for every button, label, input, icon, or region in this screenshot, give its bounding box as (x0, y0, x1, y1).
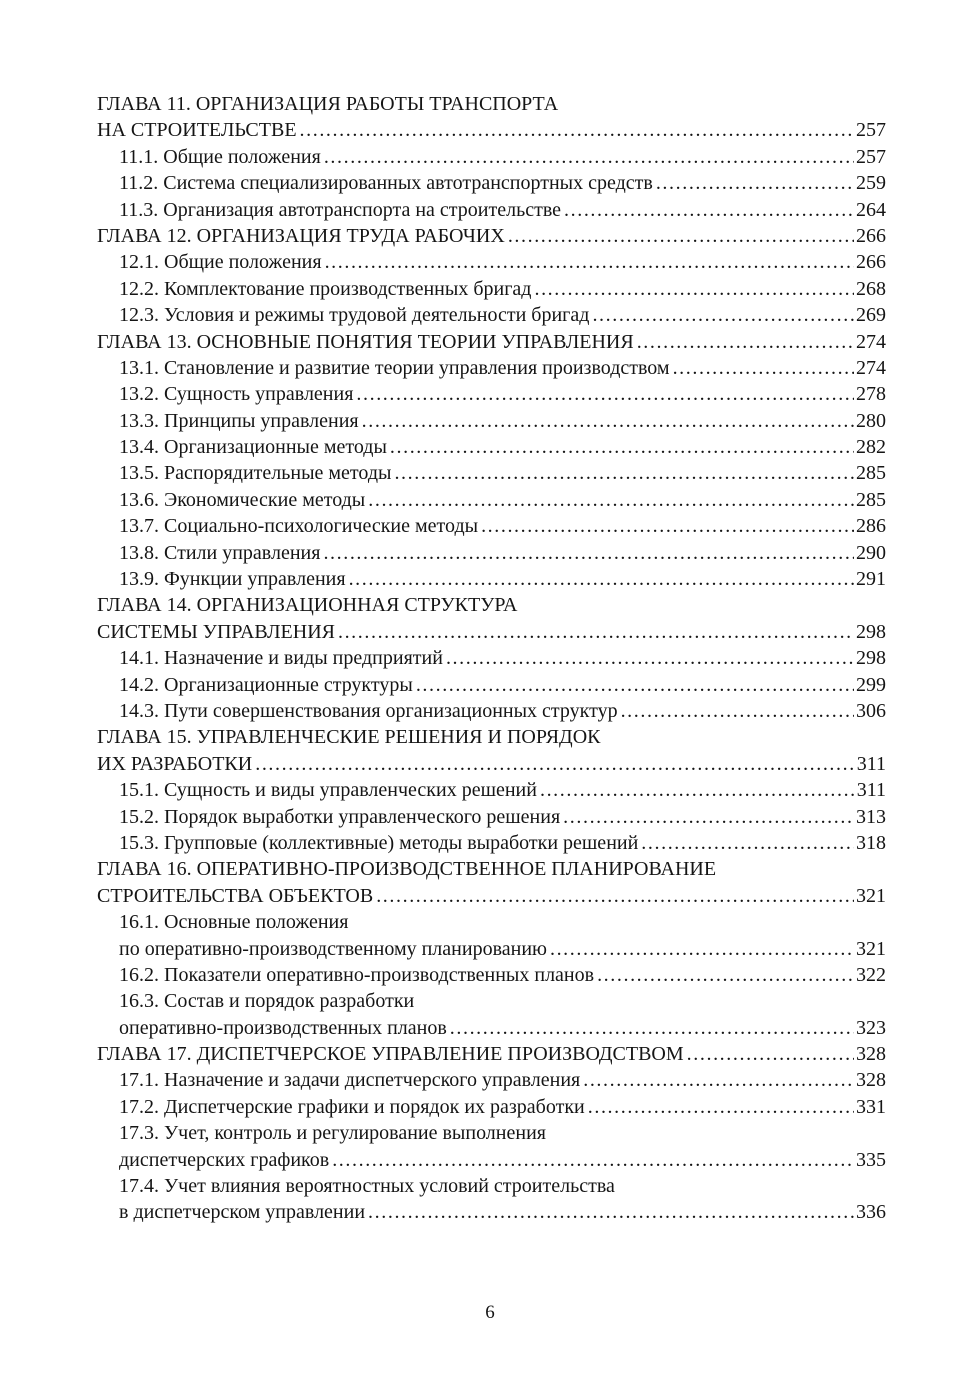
toc-subsection-line (97, 170, 886, 196)
toc-subsection-line (97, 777, 886, 803)
toc-page-ref: 298 (856, 647, 886, 670)
toc-page-ref: 323 (856, 1016, 886, 1039)
toc-entry-text: в диспетчерском управлении (119, 1201, 366, 1224)
toc-chapter-line (97, 1041, 886, 1067)
toc-subsection-line (97, 645, 886, 671)
toc-entry-text: СИСТЕМЫ УПРАВЛЕНИЯ (97, 620, 335, 643)
toc-subsection-line (97, 434, 886, 460)
toc-chapter-line (97, 329, 886, 355)
toc-entry-text: 13.3. Принципы управления (119, 409, 359, 432)
toc-entry-text: 12.3. Условия и режимы трудовой деятельности бригад (119, 304, 590, 327)
toc-page-ref: 328 (856, 1043, 886, 1066)
dot-leader (349, 566, 854, 592)
toc-subsection-line (97, 487, 886, 513)
toc-page-ref: 274 (856, 356, 886, 379)
toc-page-ref: 266 (856, 224, 886, 247)
dot-leader (687, 1041, 854, 1067)
toc-page-ref: 266 (856, 251, 886, 274)
dot-leader (641, 830, 854, 856)
toc-subsection-line (97, 566, 886, 592)
toc-page-ref: 278 (856, 383, 886, 406)
toc-subsection-line (97, 830, 886, 856)
toc-subsection-line (97, 513, 886, 539)
toc-entry-text: 15.3. Групповые (коллективные) методы выработки решений (119, 831, 639, 854)
toc-entry-text: 12.1. Общие положения (119, 251, 322, 274)
dot-leader (534, 276, 854, 302)
dot-leader (390, 434, 854, 460)
dot-leader (621, 698, 854, 724)
toc-chapter-line (97, 91, 886, 117)
toc-subsection-line (97, 962, 886, 988)
toc-entry-text: ГЛАВА 14. ОРГАНИЗАЦИОННАЯ СТРУКТУРА (97, 594, 518, 617)
dot-leader (508, 223, 854, 249)
toc-entry-text: оперативно-производственных планов (119, 1016, 447, 1039)
toc-chapter-line (97, 751, 886, 777)
toc-entry-text: 14.2. Организационные структуры (119, 673, 413, 696)
toc-entry-text: 11.3. Организация автотранспорта на строительстве (119, 198, 562, 221)
toc-entry-text: 15.1. Сущность и виды управленческих решений (119, 779, 537, 802)
dot-leader (368, 1199, 854, 1225)
toc-subsection-line (97, 672, 886, 698)
toc-page-ref: 285 (856, 462, 886, 485)
toc-entry-text: ГЛАВА 16. ОПЕРАТИВНО-ПРОИЗВОДСТВЕННОЕ ПЛАНИРОВАНИЕ (97, 858, 717, 881)
toc-entry-text: 16.2. Показатели оперативно-производственных планов (119, 963, 595, 986)
toc-entry-text: 13.2. Сущность управления (119, 383, 354, 406)
toc-entry-text: 15.2. Порядок выработки управленческого решения (119, 805, 561, 828)
toc-entry-text: ИХ РАЗРАБОТКИ (97, 752, 253, 775)
toc-entry-text: 12.2. Комплектование производственных бригад (119, 277, 532, 300)
toc-entry-text: 17.2. Диспетчерские графики и порядок их разработки (119, 1095, 585, 1118)
dot-leader (324, 144, 854, 170)
toc-subsection-line (97, 909, 886, 935)
toc-page-ref: 299 (856, 673, 886, 696)
toc-page-ref: 280 (856, 409, 886, 432)
toc-page-ref: 311 (856, 779, 886, 802)
toc-page-ref: 257 (856, 145, 886, 168)
dot-leader (362, 408, 854, 434)
dot-leader (332, 1147, 854, 1173)
toc-page-ref: 269 (856, 304, 886, 327)
toc-page-ref: 313 (856, 805, 886, 828)
dot-leader (356, 381, 854, 407)
toc-entry-text: 13.4. Организационные методы (119, 436, 387, 459)
toc-chapter-line (97, 856, 886, 882)
toc-subsection-line (97, 1094, 886, 1120)
dot-leader (583, 1067, 854, 1093)
toc-page-ref: 290 (856, 541, 886, 564)
toc-entry-text: 16.3. Состав и порядок разработки (119, 990, 415, 1013)
toc-entry-text: 13.7. Социально-психологические методы (119, 515, 479, 538)
toc-subsection-line (97, 302, 886, 328)
toc-subsection-line (97, 381, 886, 407)
toc-subsection-line (97, 355, 886, 381)
toc-subsection-line (97, 144, 886, 170)
dot-leader (597, 962, 854, 988)
toc-entry-text: 11.2. Система специализированных автотранспортных средств (119, 172, 653, 195)
toc-page-ref: 336 (856, 1201, 886, 1224)
toc-page-ref: 306 (856, 699, 886, 722)
toc-subsection-line (97, 460, 886, 486)
toc-entry-text: 11.1. Общие положения (119, 145, 321, 168)
dot-leader (592, 302, 854, 328)
toc-page-ref: 328 (856, 1069, 886, 1092)
toc-subsection-line (97, 540, 886, 566)
toc-subsection-line (97, 1199, 886, 1225)
dot-leader (637, 329, 854, 355)
dot-leader (394, 460, 854, 486)
toc-entry-text: ГЛАВА 17. ДИСПЕТЧЕРСКОЕ УПРАВЛЕНИЕ ПРОИЗВОДСТВОМ (97, 1043, 684, 1066)
toc-chapter-line (97, 592, 886, 618)
dot-leader (416, 672, 854, 698)
dot-leader (588, 1094, 854, 1120)
page-number: 6 (485, 1302, 495, 1323)
toc-chapter-line (97, 117, 886, 143)
toc-entry-text: 13.1. Становление и развитие теории управления производством (119, 356, 670, 379)
dot-leader (563, 804, 854, 830)
toc-page-ref: 298 (856, 620, 886, 643)
toc-entry-text: 14.3. Пути совершенствования организационных структур (119, 699, 618, 722)
toc-subsection-line (97, 1173, 886, 1199)
toc-page-ref: 335 (856, 1148, 886, 1171)
dot-leader (323, 540, 854, 566)
toc-page-ref: 268 (856, 277, 886, 300)
toc-chapter-line (97, 883, 886, 909)
toc-page-ref: 282 (856, 436, 886, 459)
dot-leader (376, 883, 854, 909)
toc-page-ref: 285 (856, 488, 886, 511)
dot-leader (656, 170, 854, 196)
toc-entry-text: 16.1. Основные положения (119, 911, 349, 934)
dot-leader (540, 777, 855, 803)
toc-entry-text: 17.3. Учет, контроль и регулирование выполнения (119, 1122, 546, 1145)
toc-entry-text: 13.5. Распорядительные методы (119, 462, 392, 485)
dot-leader (550, 936, 854, 962)
toc-subsection-line (97, 249, 886, 275)
toc-page-ref: 259 (856, 172, 886, 195)
toc-chapter-line (97, 724, 886, 750)
toc-entry-text: 13.6. Экономические методы (119, 488, 366, 511)
toc-page-ref: 321 (856, 884, 886, 907)
table-of-contents (97, 91, 886, 1226)
toc-subsection-line (97, 1147, 886, 1173)
toc-entry-text: 13.9. Функции управления (119, 568, 346, 591)
dot-leader (300, 117, 854, 143)
toc-entry-text: ГЛАВА 13. ОСНОВНЫЕ ПОНЯТИЯ ТЕОРИИ УПРАВЛЕНИЯ (97, 330, 634, 353)
dot-leader (450, 1015, 854, 1041)
dot-leader (564, 197, 854, 223)
toc-page-ref: 322 (856, 963, 886, 986)
toc-subsection-line (97, 1120, 886, 1146)
toc-entry-text: по оперативно-производственному планированию (119, 937, 547, 960)
toc-entry-text: ГЛАВА 15. УПРАВЛЕНЧЕСКИЕ РЕШЕНИЯ И ПОРЯДОК (97, 726, 601, 749)
toc-page-ref: 264 (856, 198, 886, 221)
toc-page-ref: 321 (856, 937, 886, 960)
toc-subsection-line (97, 698, 886, 724)
toc-entry-text: 17.4. Учет влияния вероятностных условий строительства (119, 1175, 615, 1198)
toc-entry-text: 17.1. Назначение и задачи диспетчерского управления (119, 1069, 581, 1092)
toc-entry-text: 13.8. Стили управления (119, 541, 321, 564)
toc-page-ref: 311 (856, 752, 886, 775)
toc-chapter-line (97, 619, 886, 645)
toc-entry-text: ГЛАВА 12. ОРГАНИЗАЦИЯ ТРУДА РАБОЧИХ (97, 224, 505, 247)
toc-page-ref: 318 (856, 831, 886, 854)
dot-leader (481, 513, 854, 539)
dot-leader (325, 249, 854, 275)
toc-subsection-line (97, 276, 886, 302)
toc-subsection-line (97, 1067, 886, 1093)
dot-leader (338, 619, 854, 645)
toc-subsection-line (97, 1015, 886, 1041)
toc-entry-text: ГЛАВА 11. ОРГАНИЗАЦИЯ РАБОТЫ ТРАНСПОРТА (97, 93, 559, 115)
dot-leader (673, 355, 854, 381)
toc-entry-text: 14.1. Назначение и виды предприятий (119, 647, 443, 670)
toc-chapter-line (97, 223, 886, 249)
toc-subsection-line (97, 197, 886, 223)
toc-entry-text: диспетчерских графиков (119, 1148, 330, 1171)
toc-page-ref: 331 (856, 1095, 886, 1118)
dot-leader (255, 751, 855, 777)
toc-entry-text: СТРОИТЕЛЬСТВА ОБЪЕКТОВ (97, 884, 374, 907)
toc-page-ref: 257 (856, 119, 886, 142)
dot-leader (446, 645, 854, 671)
toc-page-ref: 291 (856, 568, 886, 591)
dot-leader (368, 487, 854, 513)
toc-page-ref: 274 (856, 330, 886, 353)
toc-subsection-line (97, 988, 886, 1014)
toc-subsection-line (97, 408, 886, 434)
toc-page-ref: 286 (856, 515, 886, 538)
toc-subsection-line (97, 936, 886, 962)
toc-subsection-line (97, 804, 886, 830)
toc-entry-text: НА СТРОИТЕЛЬСТВЕ (97, 119, 297, 142)
